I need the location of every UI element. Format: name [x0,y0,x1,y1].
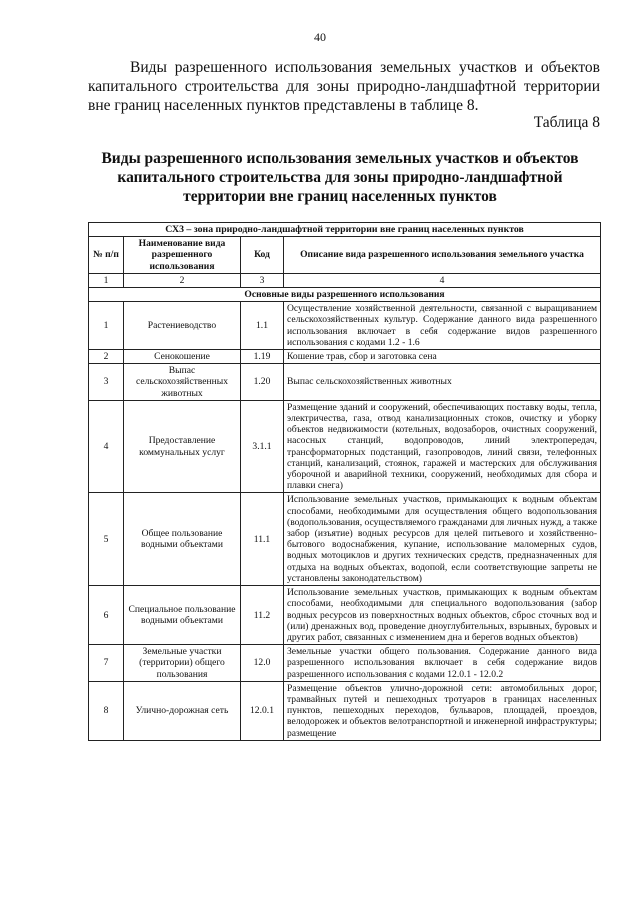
zone-header: СХ3 – зона природно-ландшафтной территории вне границ населенных пунктов [89,223,601,237]
table-row [89,493,601,586]
table-row [89,681,601,740]
row-description: Использование земельных участков, примыкающих к водным объектам способами, необходимыми для специального водопользования (забор водных ресурсов из поверхностных водных объектов, сброс сточных вод и (или) дренажных вод, проведение дноуглубительных, взрывных, буровых и других работ, связанных с изменением дна и берегов водных объектов) [284,586,601,645]
table-row [89,645,601,682]
row-number: 5 [89,493,124,586]
document-title: Виды разрешенного использования земельных участков и объектов капитального строительства для зоны природно-ландшафтной территории вне границ населенных пунктов [101,150,579,205]
row-description: Размещение зданий и сооружений, обеспечивающих поставку воды, тепла, электричества, газа, отвод канализационных стоков, очистку и уборку объектов недвижимости (котельных, водозаборов, очистных сооружений, насосных станций, водопроводов, линий электропередач, трансформаторных подстанций, газопроводов, линий связи, телефонных станций, канализаций, стоянок, гаражей и мастерских для обслуживания уборочной и аварийной техники, сооружений, необходимых для сбора и плавки снега) [284,400,601,493]
row-code: 1.20 [241,364,284,401]
table-row [89,400,601,493]
table-label: Таблица 8 [533,114,600,131]
row-description: Выпас сельскохозяйственных животных [284,364,601,401]
row-name: Улично-дорожная сеть [124,681,241,740]
column-number: 4 [284,273,601,287]
row-description: Кошение трав, сбор и заготовка сена [284,350,601,364]
row-number: 3 [89,364,124,401]
column-number: 2 [124,273,241,287]
column-number: 1 [89,273,124,287]
row-code: 12.0.1 [241,681,284,740]
row-name: Предоставление коммунальных услуг [124,400,241,493]
row-number: 8 [89,681,124,740]
table-row [89,302,601,350]
column-header-code: Код [241,237,284,274]
column-number-row [89,273,601,287]
row-name: Выпас сельскохозяйственных животных [124,364,241,401]
row-number: 1 [89,302,124,350]
column-header-description: Описание вида разрешенного использования земельного участка [284,237,601,274]
page-number: 40 [314,30,326,44]
row-number: 7 [89,645,124,682]
column-number: 3 [241,273,284,287]
table-row [89,586,601,645]
section-header: Основные виды разрешенного использования [89,288,601,302]
row-description: Размещение объектов улично-дорожной сети: автомобильных дорог, трамвайных путей и пешеходных тротуаров в границах населенных пунктов, пешеходных переходов, бульваров, площадей, проездов, велодорожек и объектов велотранспортной и инженерной инфраструктуры; размещение [284,681,601,740]
row-name: Растениеводство [124,302,241,350]
row-name: Сенокошение [124,350,241,364]
column-header-name: Наименование вида разрешенного использования [124,237,241,274]
row-description: Осуществление хозяйственной деятельности, связанной с выращиванием сельскохозяйственных культур. Содержание данного вида разрешенного использования включает в себя содержание видов разрешенного использования с кодами 1.2 - 1.6 [284,302,601,350]
row-code: 1.19 [241,350,284,364]
row-number: 6 [89,586,124,645]
column-header-number: № п/п [89,237,124,274]
row-code: 11.1 [241,493,284,586]
row-code: 12.0 [241,645,284,682]
row-number: 4 [89,400,124,493]
land-use-table [88,222,601,741]
row-name: Земельные участки (территории) общего пользования [124,645,241,682]
row-number: 2 [89,350,124,364]
row-code: 11.2 [241,586,284,645]
table-row [89,364,601,401]
column-header-row [89,237,601,274]
row-description: Использование земельных участков, примыкающих к водным объектам способами, необходимыми для осуществления общего водопользования (водопользования, осуществляемого гражданами для личных нужд, а также забор (изъятие) водных ресурсов для целей питьевого и хозяйственно-бытового водоснабжения, купание, использование маломерных судов, водных мотоциклов и других технических средств, предназначенных для отдыха на водных объектах, водопой, если соответствующие запреты не установлены законодательством) [284,493,601,586]
zone-header-row [89,223,601,237]
row-description: Земельные участки общего пользования. Содержание данного вида разрешенного использования включает в себя содержание видов разрешенного использования с кодами 12.0.1 - 12.0.2 [284,645,601,682]
row-name: Общее пользование водными объектами [124,493,241,586]
section-row [89,288,601,302]
intro-paragraph: Виды разрешенного использования земельных участков и объектов капитального строительства для зоны природно-ландшафтной территории вне границ населенных пунктов представлены в таблице 8. [88,59,600,114]
row-code: 3.1.1 [241,400,284,493]
row-name: Специальное пользование водными объектами [124,586,241,645]
row-code: 1.1 [241,302,284,350]
table-row [89,350,601,364]
